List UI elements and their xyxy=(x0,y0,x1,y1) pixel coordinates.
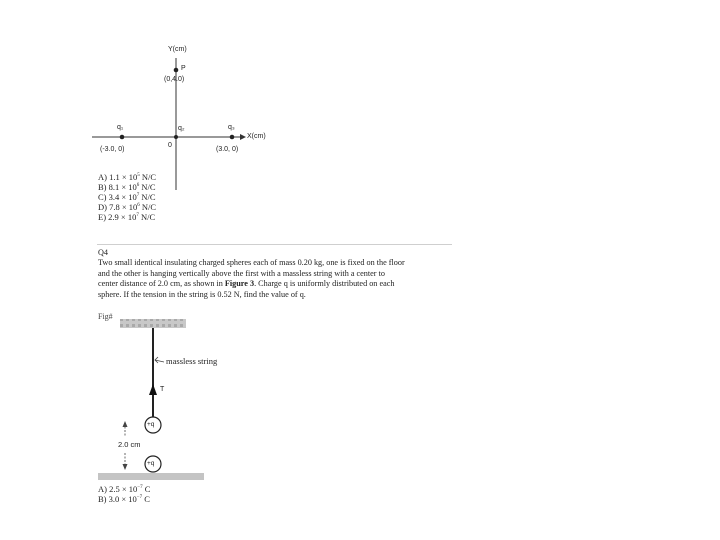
q3-option-d[interactable]: D) $7.8 \times 10^6$ N/C xyxy=(98,202,157,212)
tension-label: T xyxy=(160,386,165,393)
q3-label: q₃ xyxy=(228,124,235,131)
x-axis-label: X(cm) xyxy=(247,133,266,140)
bottom-charge-label: +q xyxy=(147,460,155,467)
q1-coords: (-3.0, 0) xyxy=(100,146,125,153)
q3-option-b[interactable]: B) $8.1 \times 10^6$ N/C xyxy=(98,182,156,192)
point-p-coords: (0,4.0) xyxy=(164,76,185,83)
y-axis-label: Y(cm) xyxy=(168,46,187,53)
q4-text-line-3: center distance of 2.0 cm, as shown in Figure 3. Charge q is uniformly distributed on each xyxy=(98,279,395,289)
q3-option-c[interactable]: C) $3.4 \times 10^7$ N/C xyxy=(98,192,156,202)
figure-reference: Figure 3 xyxy=(224,279,255,289)
q4-text-line-2: and the other is hanging vertically above the first with a massless string with a center to xyxy=(98,268,385,278)
floor-bar xyxy=(98,473,204,480)
fig-label: Fig# xyxy=(98,312,113,321)
tension-arrowhead xyxy=(149,384,157,395)
top-charge-label: +q xyxy=(147,421,155,428)
q4-option-b[interactable]: B) $3.0 \times 10^{-7}$ C xyxy=(98,494,150,504)
q4-text-line-1: Two small identical insulating charged spheres each of mass 0.20 kg, one is fixed on the floor xyxy=(98,258,405,267)
distance-label: 2.0 cm xyxy=(118,440,141,449)
q4-text-line-4: sphere. If the tension in the string is 0.52 N, find the value of q. xyxy=(98,289,306,299)
q4-heading: Q4 xyxy=(98,248,109,257)
q4-option-a[interactable]: A) $2.5 \times 10^{-7}$ C xyxy=(98,484,151,494)
q1-label: q₁ xyxy=(117,124,124,131)
q3-option-e[interactable]: E) $2.9 \times 10^7$ N/C xyxy=(98,212,156,222)
string-label: massless string xyxy=(166,356,218,366)
q2-label: q₂ xyxy=(178,125,185,132)
q3-coords: (3.0, 0) xyxy=(216,146,239,153)
q3-option-a[interactable]: A) $1.1 \times 10^5$ N/C xyxy=(98,172,157,182)
q4-options-list xyxy=(98,484,150,504)
ceiling-bar xyxy=(120,319,186,328)
point-p-label: P xyxy=(181,65,186,72)
origin-label: 0 xyxy=(168,142,172,149)
